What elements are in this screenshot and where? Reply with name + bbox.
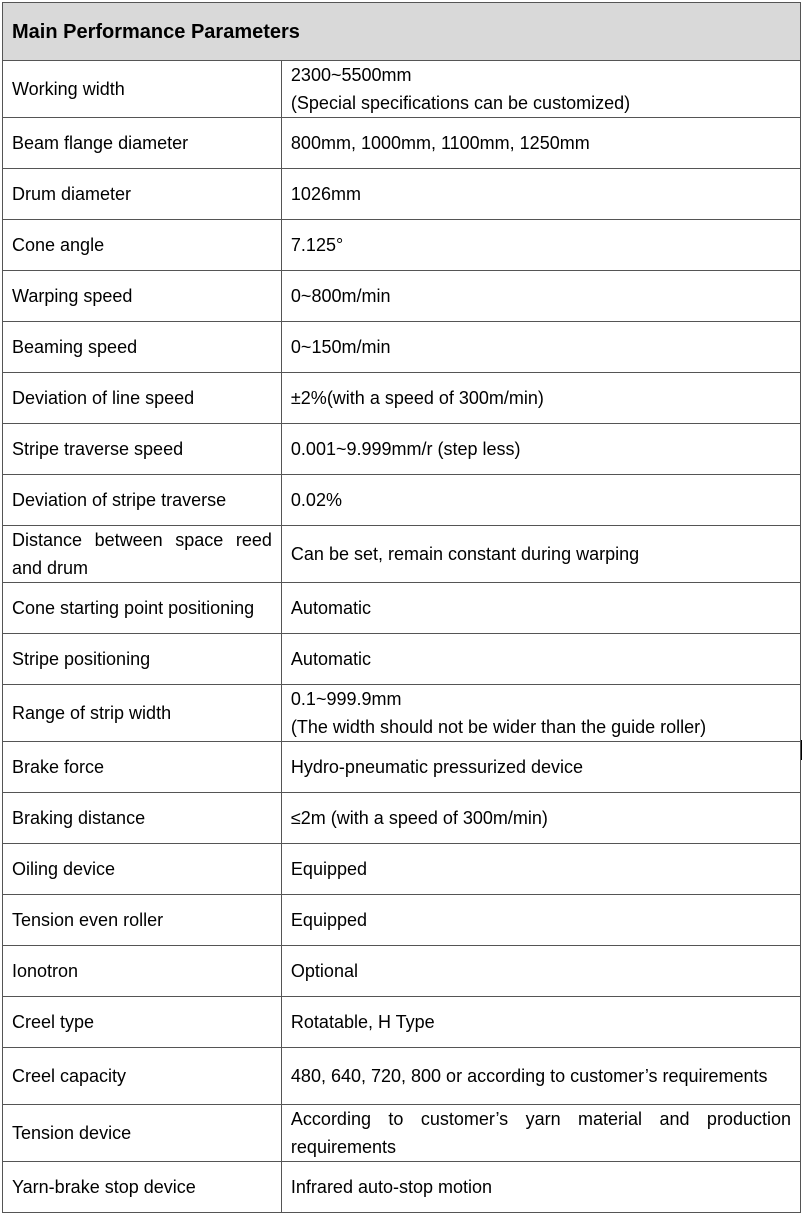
parameter-value-line: Can be set, remain constant during warping [290, 544, 640, 564]
parameter-value-line: Rotatable, H Type [290, 1012, 435, 1032]
parameter-value-line: 800mm, 1000mm, 1100mm, 1250mm [290, 133, 590, 153]
table-title: Main Performance Parameters [3, 3, 801, 61]
parameter-value-line: Hydro-pneumatic pressurized device [290, 757, 584, 777]
parameter-value [281, 895, 800, 946]
table-row [3, 322, 801, 373]
parameter-name: Range of strip width [3, 685, 282, 742]
table-row [3, 844, 801, 895]
parameter-value-line: ≤2m (with a speed of 300m/min) [290, 808, 548, 828]
parameter-value [281, 61, 800, 118]
parameter-value [281, 685, 800, 742]
table-row [3, 1162, 801, 1213]
parameter-name: Stripe traverse speed [3, 424, 282, 475]
parameter-value-line: 0.02% [290, 490, 342, 510]
parameter-name: Deviation of line speed [3, 373, 282, 424]
parameter-value-line: 480, 640, 720, 800 or according to customer’s requirements [290, 1066, 768, 1086]
parameter-name: Beam flange diameter [3, 118, 282, 169]
parameter-value [281, 793, 800, 844]
table-row [3, 475, 801, 526]
parameter-name: Drum diameter [3, 169, 282, 220]
parameter-value [281, 373, 800, 424]
parameter-value [281, 1162, 800, 1213]
table-row [3, 685, 801, 742]
table-row [3, 424, 801, 475]
parameter-name: Tension device [3, 1105, 282, 1162]
parameter-name: Cone angle [3, 220, 282, 271]
parameter-value-line: Infrared auto-stop motion [290, 1177, 493, 1197]
parameter-name: Distance between space reed and drum [3, 526, 282, 583]
parameter-value [281, 169, 800, 220]
table-row [3, 118, 801, 169]
table-row [3, 997, 801, 1048]
parameter-name: Yarn-brake stop device [3, 1162, 282, 1213]
parameter-value [281, 118, 800, 169]
parameter-name: Stripe positioning [3, 634, 282, 685]
parameter-value-line: 2300~5500mm [290, 65, 412, 85]
parameter-name: Tension even roller [3, 895, 282, 946]
table-row [3, 61, 801, 118]
table-row [3, 169, 801, 220]
table-row [3, 373, 801, 424]
table-row [3, 1105, 801, 1162]
text-cursor [801, 740, 802, 760]
table-row [3, 946, 801, 997]
table-row [3, 220, 801, 271]
parameter-name: Brake force [3, 742, 282, 793]
parameter-value [281, 1048, 800, 1105]
parameter-value [281, 742, 800, 793]
table-row [3, 793, 801, 844]
table-row [3, 1048, 801, 1105]
parameter-name: Warping speed [3, 271, 282, 322]
table-row [3, 742, 801, 793]
parameter-value-line: 0~150m/min [290, 337, 391, 357]
table-row [3, 895, 801, 946]
table-row [3, 583, 801, 634]
parameter-name: Braking distance [3, 793, 282, 844]
parameter-value [281, 583, 800, 634]
parameter-value-line: Automatic [290, 649, 371, 669]
performance-parameters-table [2, 2, 801, 1213]
parameter-value-line: ±2%(with a speed of 300m/min) [290, 388, 544, 408]
parameter-value [281, 946, 800, 997]
parameter-value-line: Equipped [290, 910, 367, 930]
parameter-value-line: 0~800m/min [290, 286, 391, 306]
table-row [3, 271, 801, 322]
parameter-value-line: 7.125° [290, 235, 344, 255]
table-body [3, 61, 801, 1213]
parameter-value [281, 997, 800, 1048]
parameter-value [281, 271, 800, 322]
table-row [3, 526, 801, 583]
parameter-value [281, 526, 800, 583]
parameter-name: Working width [3, 61, 282, 118]
parameter-value-line: (Special specifications can be customized) [290, 93, 631, 113]
table-header-row [3, 3, 801, 61]
parameter-value [281, 844, 800, 895]
parameter-value [281, 475, 800, 526]
parameter-name: Ionotron [3, 946, 282, 997]
parameter-value [281, 424, 800, 475]
parameter-value-line: Optional [290, 961, 358, 981]
parameter-value-line: 0.1~999.9mm [290, 689, 402, 709]
parameter-value-line: Automatic [290, 598, 371, 618]
parameter-name: Beaming speed [3, 322, 282, 373]
parameter-value [281, 1105, 800, 1162]
parameter-name: Creel type [3, 997, 282, 1048]
parameter-name: Deviation of stripe traverse [3, 475, 282, 526]
parameter-value [281, 634, 800, 685]
parameter-value [281, 322, 800, 373]
parameter-value-line: 0.001~9.999mm/r (step less) [290, 439, 521, 459]
parameter-name: Cone starting point positioning [3, 583, 282, 634]
parameter-value-line: Equipped [290, 859, 367, 879]
table-row [3, 634, 801, 685]
parameter-name: Oiling device [3, 844, 282, 895]
parameter-value-line: 1026mm [290, 184, 361, 204]
parameter-value-line: According to customer’s yarn material and production requirements [290, 1109, 791, 1157]
parameter-value [281, 220, 800, 271]
parameter-value-line: (The width should not be wider than the guide roller) [290, 717, 707, 737]
parameter-name: Creel capacity [3, 1048, 282, 1105]
